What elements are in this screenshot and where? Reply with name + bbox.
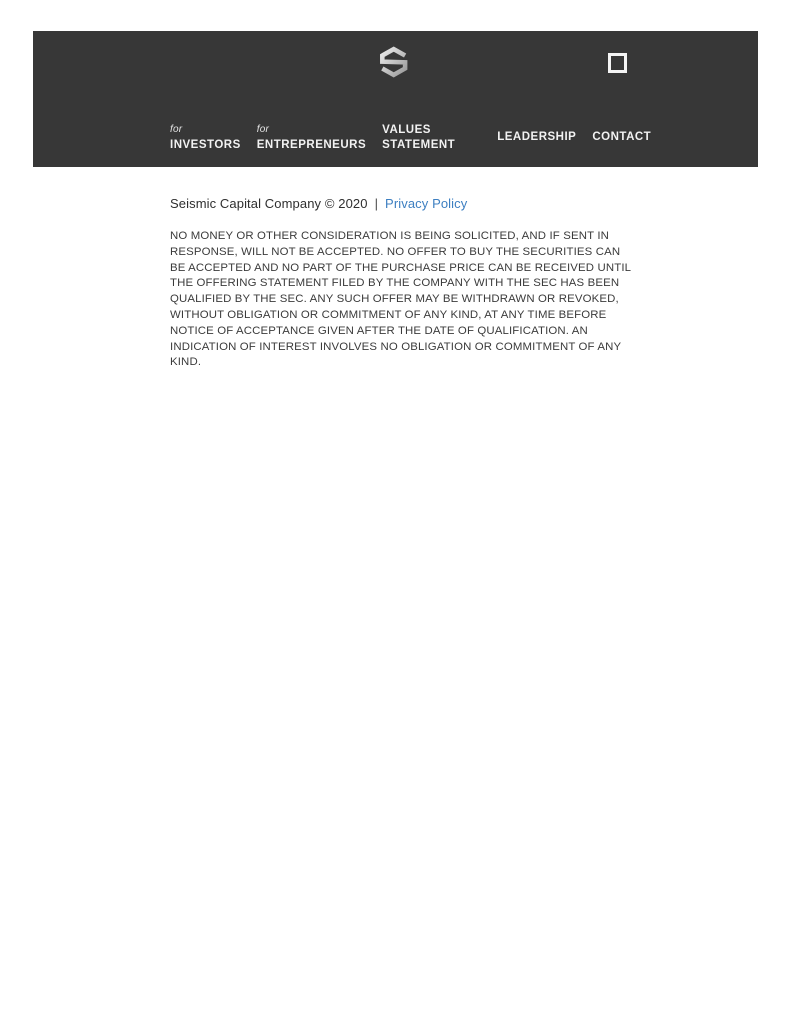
seismic-hexagon-s-logo-icon[interactable] (374, 42, 412, 82)
nav-label: INVESTORS (170, 139, 241, 151)
privacy-policy-link[interactable]: Privacy Policy (385, 196, 468, 211)
nav-prefix: for (170, 124, 183, 135)
nav-item-investors[interactable] (170, 124, 241, 152)
site-header (33, 31, 758, 167)
nav-item-values-statement[interactable] (382, 123, 455, 152)
footer-nav (170, 123, 651, 152)
nav-label: CONTACT (592, 130, 652, 143)
separator: | (374, 196, 379, 211)
nav-label-line1: VALUES (382, 124, 431, 136)
copyright-line (170, 196, 467, 211)
nav-prefix: for (256, 124, 270, 135)
copyright-text: Seismic Capital Company © 2020 (170, 196, 368, 211)
nav-label: LEADERSHIP (497, 130, 577, 143)
square-outline-icon[interactable] (608, 53, 627, 73)
nav-item-contact[interactable] (592, 130, 651, 144)
nav-item-entrepreneurs[interactable] (257, 124, 366, 152)
nav-label-line2: STATEMENT (382, 139, 456, 151)
nav-item-leadership[interactable] (497, 130, 576, 144)
nav-label: ENTREPRENEURS (256, 139, 367, 151)
sec-disclaimer-text: NO MONEY OR OTHER CONSIDERATION IS BEING SOLICITED, AND IF SENT IN RESPONSE, WILL NOT BE ACCEPTED. NO OFFER TO BUY THE SECURITIES CAN BE ACCEPTED AND NO PART OF THE PURCHASE PRICE CAN BE RECEIVED UNTIL THE OFFERING STATEMENT FILED BY THE COMPANY WITH THE SEC HAS BEEN QUALIFIED BY THE SEC. ANY SUCH OFFER MAY BE WITHDRAWN OR REVOKED, WITHOUT OBLIGATION OR COMMITMENT OF ANY KIND, AT ANY TIME BEFORE NOTICE OF ACCEPTANCE GIVEN AFTER THE DATE OF QUALIFICATION. AN INDICATION OF INTEREST INVOLVES NO OBLIGATION OR COMMITMENT OF ANY KIND. (170, 230, 631, 369)
